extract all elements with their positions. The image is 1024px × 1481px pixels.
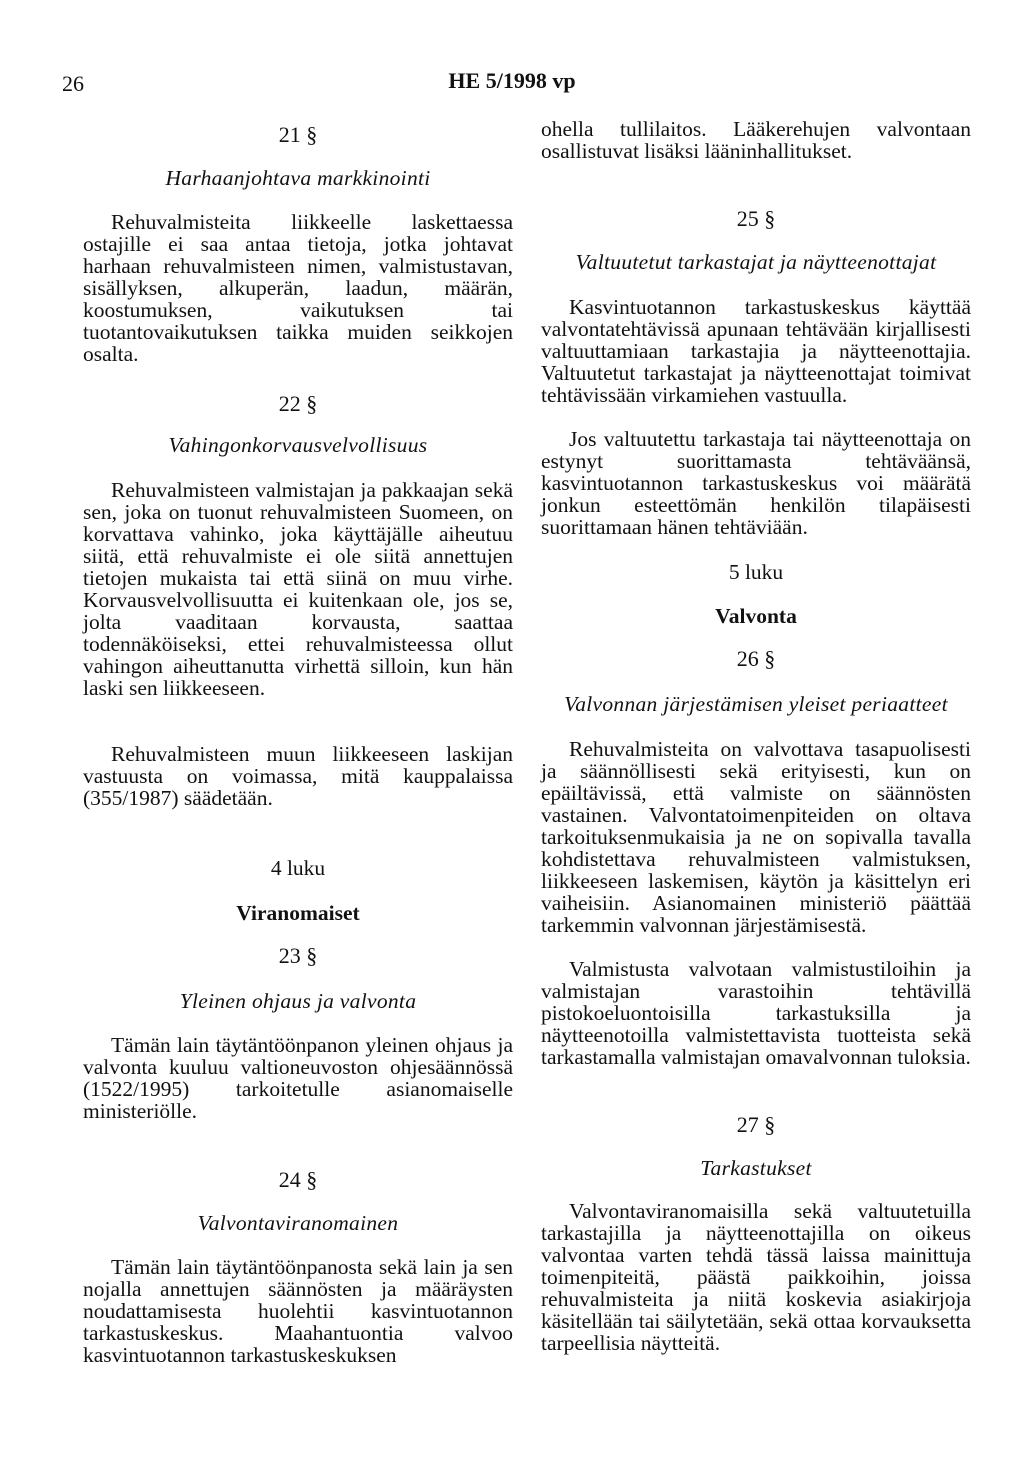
- section-22-text-2: Rehuvalmisteen muun liikkeeseen laskijan vastuusta on voimassa, mitä kauppalaissa (355/1987) säädetään.: [83, 742, 513, 810]
- chapter-5-title: Valvonta: [715, 604, 797, 628]
- section-27-number: 27 §: [736, 1112, 776, 1137]
- section-26-text-1: Rehuvalmisteita on valvottava tasapuolisesti ja säännöllisesti sekä erityisesti, kun on epäiltävissä, että valmiste on säännösten vastainen. Valvontatoimenpiteiden on oltava tarkoituksenmukaisia ja ne on sopivalla tavalla kohdistettava rehuvalmisteen valmistuksen, liikkeeseen laskemisen, käytön ja käsittelyn eri vaiheisiin. Asianomainen ministeriö päättää tarkemmin valvonnan järjestämisestä.: [541, 737, 971, 937]
- section-24-number: 24 §: [278, 1167, 318, 1192]
- chapter-5-label: 5 luku: [728, 560, 784, 584]
- running-header: HE 5/1998 vp: [448, 68, 576, 93]
- section-23-text: Tämän lain täytäntöönpanon yleinen ohjaus ja valvonta kuuluu valtioneuvoston ohjesäännössä (1522/1995) tarkoitetulle asianomaiselle ministeriölle.: [83, 1033, 513, 1123]
- chapter-4-label: 4 luku: [270, 856, 326, 880]
- section-22-heading: Vahingonkorvausvelvollisuus: [168, 433, 428, 457]
- section-23-heading: Yleinen ohjaus ja valvonta: [179, 989, 417, 1013]
- section-26-heading: Valvonnan järjestämisen yleiset periaatteet: [564, 692, 948, 716]
- chapter-4-title: Viranomaiset: [236, 901, 360, 925]
- section-25-heading: Valtuutetut tarkastajat ja näytteenottajat: [575, 250, 937, 274]
- section-27-heading: Tarkastukset: [700, 1156, 812, 1180]
- section-24-text: Tämän lain täytäntöönpanosta sekä lain ja sen nojalla annettujen säännösten ja määräysten noudattamisesta huolehtii kasvintuotannon tarkastuskeskus. Maahantuontia valvoo kasvintuotannon tarkastuskeskuksen: [83, 1255, 513, 1367]
- section-24-text-continued: ohella tullilaitos. Lääkerehujen valvontaan osallistuvat lisäksi lääninhallitukset.: [541, 117, 971, 163]
- section-22-text-1: Rehuvalmisteen valmistajan ja pakkaajan sekä sen, joka on tuonut rehuvalmisteen Suomeen, on korvattava vahinko, joka käyttäjälle aiheutuu siitä, että rehuvalmiste ei ole siitä annettujen tietojen mukaista tai että siinä on muu virhe. Korvausvelvollisuutta ei kuitenkaan ole, jos se, jolta vaaditaan korvausta, saattaa todennäköiseksi, ettei rehuvalmisteessa ollut vahingon aiheuttanutta virhettä silloin, kun hän laski sen liikkeeseen.: [83, 478, 513, 700]
- section-25-text-1: Kasvintuotannon tarkastuskeskus käyttää valvontatehtävissä apunaan tehtävään kirjallisesti valtuuttamiaan tarkastajia ja näytteenottajia. Valtuutetut tarkastajat ja näytteenottajat toimivat tehtävissään virkamiehen vastuulla.: [541, 295, 971, 407]
- section-27-text: Valvontaviranomaisilla sekä valtuutetuilla tarkastajilla ja näytteenottajilla on oikeus valvontaa varten tehdä tässä laissa mainittuja toimenpiteitä, päästä paikkoihin, joissa rehuvalmisteita ja niitä koskevia asiakirjoja käsitellään tai säilytetään, sekä ottaa korvauksetta tarpeellisia näytteitä.: [541, 1199, 971, 1355]
- section-25-text-2: Jos valtuutettu tarkastaja tai näytteenottaja on estynyt suorittamasta tehtäväänsä, kasvintuotannon tarkastuskeskus voi määrätä jonkun esteettömän henkilön tilapäisesti suorittamaan hänen tehtäviään.: [541, 427, 971, 539]
- section-22-number: 22 §: [278, 391, 318, 416]
- section-25-number: 25 §: [736, 206, 776, 231]
- section-23-number: 23 §: [278, 943, 318, 968]
- section-26-text-2: Valmistusta valvotaan valmistustiloihin ja valmistajan varastoihin tehtävillä pistokoeluontoisilla tarkastuksilla ja näytteenotoilla valmistettavista tuotteista sekä tarkastamalla valmistajan omavalvonnan tuloksia.: [541, 957, 971, 1069]
- section-21-text: Rehuvalmisteita liikkeelle laskettaessa ostajille ei saa antaa tietoja, jotka johtavat harhaan rehuvalmisteen nimen, valmistustavan, sisällyksen, alkuperän, laadun, määrän, koostumuksen, vaikutuksen tai tuotantovaikutuksen taikka muiden seikkojen osalta.: [83, 210, 513, 366]
- section-21-number: 21 §: [278, 122, 318, 147]
- section-21-heading: Harhaanjohtava markkinointi: [165, 166, 431, 190]
- section-24-heading: Valvontaviranomainen: [197, 1211, 399, 1235]
- section-26-number: 26 §: [736, 646, 776, 671]
- page-number: 26: [62, 71, 84, 96]
